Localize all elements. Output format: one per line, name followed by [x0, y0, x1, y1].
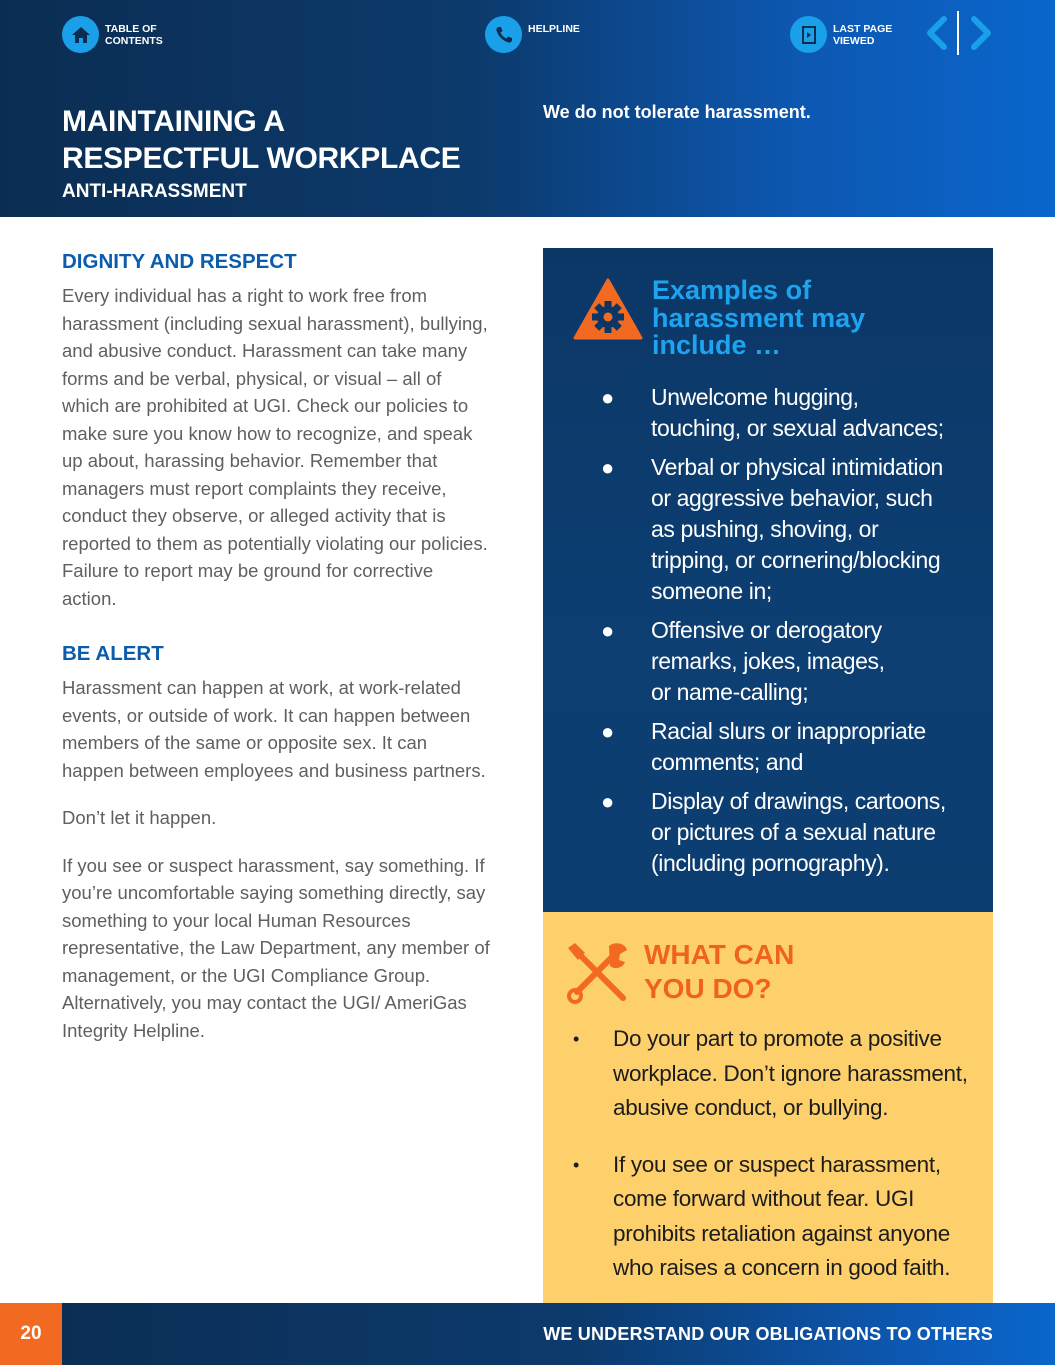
bullet: ●: [601, 789, 614, 814]
dignity-respect-paragraph: Every individual has a right to work free from harassment (including sexual harassment), bullying, and abusive conduct. Harassment can take many forms and be verbal, physical, or visual – all of which are prohibited at UGI. Check our policies to make sure you know how to recognize, and speak up about, harassing behavior. Remember that managers must report complaints they receive, conduct they observe, or alleged activity that is reported to them as potentially violating our policies. Failure to report may be ground for corrective action.: [62, 285, 488, 609]
bullet: ●: [601, 385, 614, 410]
page-navigation: [918, 10, 998, 56]
bullet: ●: [601, 719, 614, 744]
pager-divider: [957, 11, 959, 55]
list-item: [601, 382, 981, 444]
list-item-text: Offensive or derogatory remarks, jokes, images, or name-calling;: [651, 617, 885, 705]
what-can-you-do-box: [543, 912, 993, 1303]
page-subtitle: ANTI-HARASSMENT: [62, 181, 247, 202]
home-icon: [62, 16, 99, 53]
last-page-viewed-link[interactable]: [790, 16, 913, 53]
toc-label: TABLE OF CONTENTS: [105, 22, 163, 47]
tools-icon: [565, 940, 631, 1006]
be-alert-paragraph-3: If you see or suspect harassment, say something. If you’re uncomfortable saying something directly, say something to your local Human Resources representative, the Law Department, any member of management, or the UGI Compliance Group. Alternatively, you may contact the UGI/ AmeriGas Integrity Helpline.: [62, 854, 490, 1041]
last-page-label: LAST PAGE VIEWED: [833, 22, 893, 47]
warning-gear-icon: [573, 278, 643, 340]
list-item-text: Verbal or physical intimidation or aggressive behavior, such as pushing, shoving, or tripping, or cornering/blocking someone in;: [651, 454, 943, 604]
what-can-you-do-heading: WHAT CAN YOU DO?: [644, 939, 795, 1004]
list-item: [601, 452, 981, 607]
list-item: [601, 615, 981, 708]
main-text-column: [62, 250, 492, 1064]
bullet: ●: [601, 455, 614, 480]
list-item-text: Unwelcome hugging, touching, or sexual advances;: [651, 384, 944, 441]
header-tagline: We do not tolerate harassment.: [543, 102, 811, 122]
chevron-right-icon[interactable]: [966, 16, 998, 50]
list-item: [601, 786, 981, 879]
examples-box: [543, 248, 993, 912]
be-alert-paragraph-2: Don’t let it happen.: [62, 807, 217, 828]
footer-bar: [0, 1303, 1055, 1365]
chevron-left-icon[interactable]: [920, 16, 952, 50]
footer-section-title: WE UNDERSTAND OUR OBLIGATIONS TO OTHERS: [543, 1324, 993, 1344]
examples-heading: Examples of harassment may include …: [652, 275, 866, 360]
bullet: •: [573, 1154, 580, 1175]
bullet: ●: [601, 618, 614, 643]
page-number: 20: [0, 1303, 62, 1365]
header-banner: [0, 0, 1055, 217]
last-page-icon: [790, 16, 827, 53]
list-item-text: Do your part to promote a positive workplace. Don’t ignore harassment, abusive conduct, or bullying.: [613, 1026, 968, 1120]
examples-list: [601, 382, 981, 887]
helpline-link[interactable]: [485, 16, 608, 53]
list-item-text: Display of drawings, cartoons, or pictures of a sexual nature (including pornography).: [651, 788, 946, 876]
helpline-label: HELPLINE: [528, 22, 580, 35]
table-of-contents-link[interactable]: [62, 16, 185, 53]
be-alert-heading: BE ALERT: [62, 642, 164, 665]
bullet: •: [573, 1029, 580, 1049]
list-item: [573, 1022, 983, 1126]
be-alert-paragraph-1: Harassment can happen at work, at work-related events, or outside of work. It can happen between members of the same or opposite sex. It can happen between employees and business partners.: [62, 677, 486, 781]
phone-icon: [485, 16, 522, 53]
list-item-text: If you see or suspect harassment, come forward without fear. UGI prohibits retaliation against anyone who raises a concern in good faith.: [613, 1151, 951, 1280]
page-title: MAINTAINING A RESPECTFUL WORKPLACE: [62, 105, 461, 175]
what-can-you-do-list: [573, 1022, 983, 1308]
list-item: [601, 716, 981, 778]
list-item-text: Racial slurs or inappropriate comments; and: [651, 718, 926, 775]
dignity-respect-heading: DIGNITY AND RESPECT: [62, 250, 297, 273]
list-item: [573, 1148, 983, 1286]
